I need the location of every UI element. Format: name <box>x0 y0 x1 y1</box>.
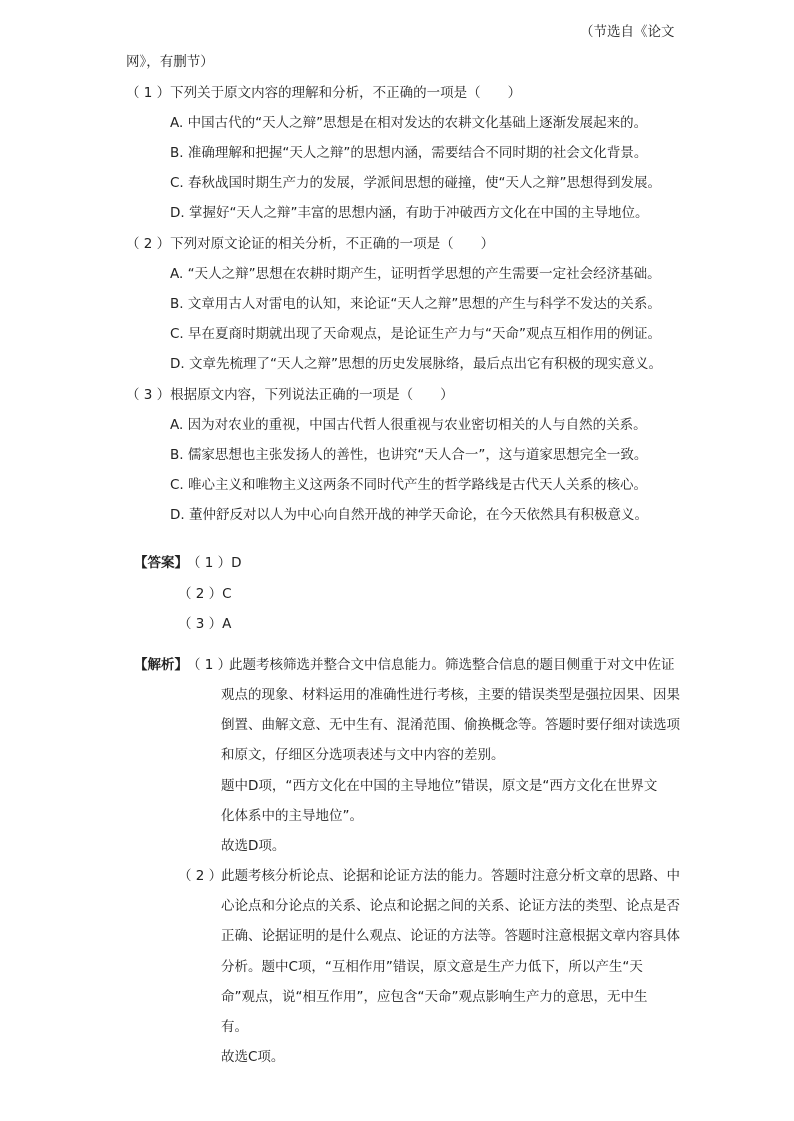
source-note-line1: （节选自《论文 <box>580 24 675 40</box>
question-1-stem: （ 1 ）下列关于原文内容的理解和分析，不正确的一项是（ ） <box>126 85 522 101</box>
question-3-option-a: A. 因为对农业的重视，中国古代哲人很重视与农业密切相关的人与自然的关系。 <box>170 417 647 433</box>
question-2-option-c: C. 早在夏商时期就出现了天命观点，是论证生产力与“天命”观点互相作用的例证。 <box>170 326 661 342</box>
analysis-part-2-line: 此题考核分析论点、论据和论证方法的能力。答题时注意分析文章的思路、中 <box>221 868 680 884</box>
analysis-part-1-line: 观点的现象、材料运用的准确性进行考核，主要的错误类型是强拉因果、因果 <box>221 687 680 703</box>
question-1-option-b: B. 准确理解和把握“天人之辩”的思想内涵，需要结合不同时期的社会文化背景。 <box>170 145 648 161</box>
analysis-part-1-line: 此题考核筛选并整合文中信息能力。筛选整合信息的题目侧重于对文中佐证 <box>229 657 675 673</box>
answer-line-1: （ 1 ）D <box>187 555 242 571</box>
question-3-stem: （ 3 ）根据原文内容，下列说法正确的一项是（ ） <box>126 387 454 403</box>
question-2-stem: （ 2 ）下列对原文论证的相关分析，不正确的一项是（ ） <box>126 236 495 252</box>
analysis-part-2-line: 命”观点，说“相互作用”，应包含“天命”观点影响生产力的意思，无中生 <box>221 989 648 1005</box>
analysis-part-1-line: 化体系中的主导地位”。 <box>221 808 363 824</box>
analysis-part-2-line: 分析。题中C项，“互相作用”错误，原文意是生产力低下，所以产生“天 <box>221 959 643 975</box>
question-2-option-d: D. 文章先梳理了“天人之辩”思想的历史发展脉络，最后点出它有积极的现实意义。 <box>170 356 662 372</box>
source-note-line2: 网》，有删节） <box>126 54 214 70</box>
analysis-part-2-line: 故选C项。 <box>221 1049 285 1065</box>
analysis-part-1-prefix: （ 1 ） <box>187 657 232 673</box>
analysis-part-1-line: 题中D项，“西方文化在中国的主导地位”错误，原文是“西方文化在世界文 <box>221 778 658 794</box>
analysis-part-2-line: 正确、论据证明的是什么观点、论证的方法等。答题时注意根据文章内容具体 <box>221 928 680 944</box>
question-1-option-d: D. 掌握好“天人之辩”丰富的思想内涵，有助于冲破西方文化在中国的主导地位。 <box>170 205 649 221</box>
answer-label: 【答案】 <box>134 555 188 571</box>
analysis-label: 【解析】 <box>134 657 188 673</box>
analysis-part-1-line: 倒置、曲解文意、无中生有、混淆范围、偷换概念等。答题时要仔细对读选项 <box>221 717 680 733</box>
question-3-option-d: D. 董仲舒反对以人为中心向自然开战的神学天命论，在今天依然具有积极意义。 <box>170 507 648 523</box>
analysis-part-2-prefix: （ 2 ） <box>178 868 223 884</box>
question-3-option-b: B. 儒家思想也主张发扬人的善性，也讲究“天人合一”，这与道家思想完全一致。 <box>170 447 648 463</box>
analysis-part-2-line: 有。 <box>221 1019 248 1035</box>
analysis-part-2-line: 心论点和分论点的关系、论点和论据之间的关系、论证方法的类型、论点是否 <box>221 898 680 914</box>
answer-line-3: （ 3 ）A <box>178 616 232 632</box>
question-3-option-c: C. 唯心主义和唯物主义这两条不同时代产生的哲学路线是古代天人关系的核心。 <box>170 477 648 493</box>
question-2-option-a: A. “天人之辩”思想在农耕时期产生，证明哲学思想的产生需要一定社会经济基础。 <box>170 266 661 282</box>
question-2-option-b: B. 文章用古人对雷电的认知，来论证“天人之辩”思想的产生与科学不发达的关系。 <box>170 296 661 312</box>
question-1-option-a: A. 中国古代的“天人之辩”思想是在相对发达的农耕文化基础上逐渐发展起来的。 <box>170 115 648 131</box>
analysis-part-1-line: 故选D项。 <box>221 838 286 854</box>
question-1-option-c: C. 春秋战国时期生产力的发展，学派间思想的碰撞，使“天人之辩”思想得到发展。 <box>170 175 661 191</box>
answer-line-2: （ 2 ）C <box>178 586 232 602</box>
analysis-part-1-line: 和原文，仔细区分选项表述与文中内容的差别。 <box>221 747 505 763</box>
